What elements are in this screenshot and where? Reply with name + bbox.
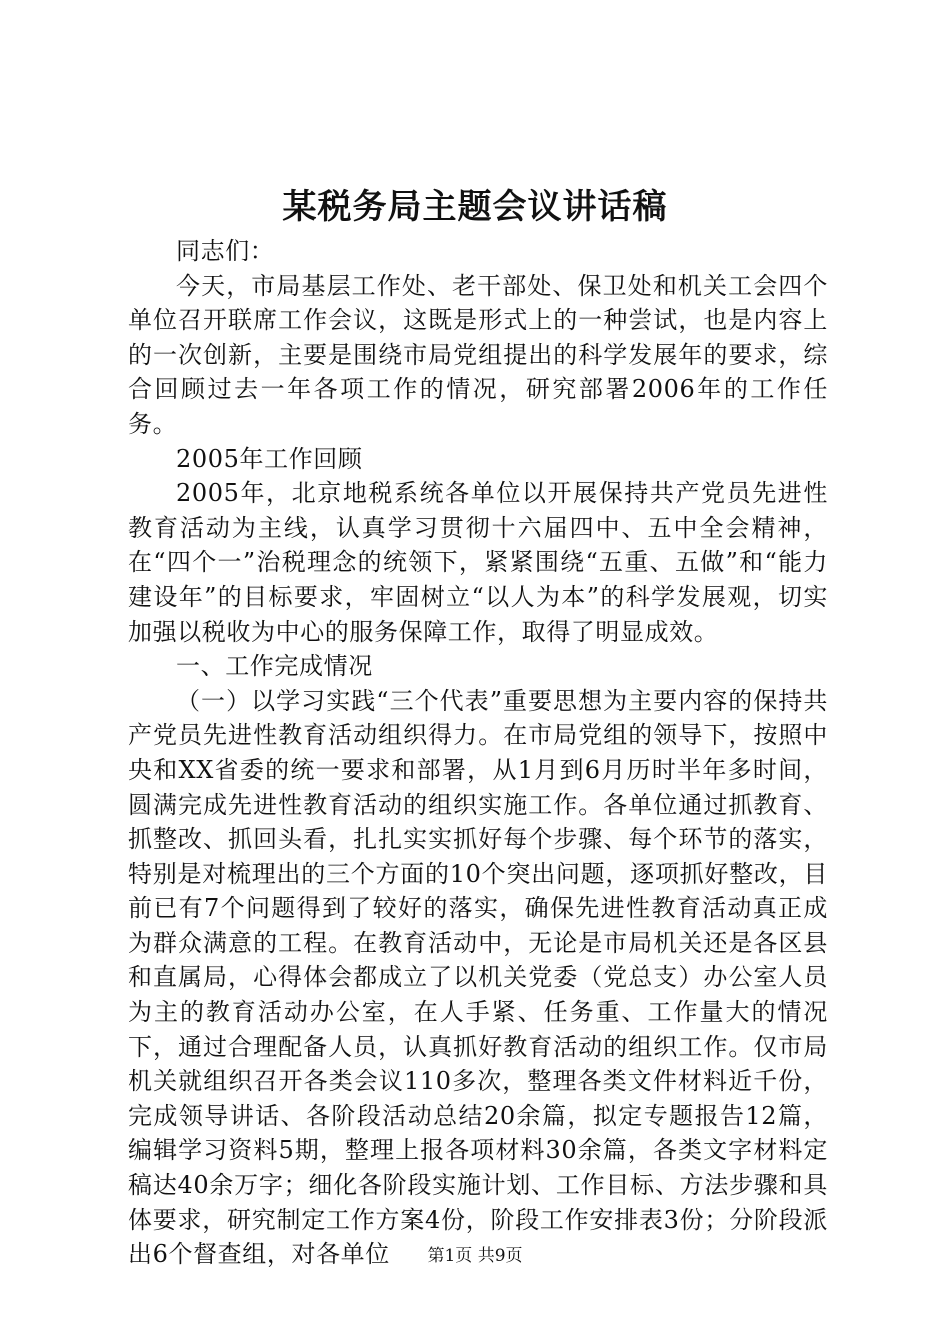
document-title: 某税务局主题会议讲话稿 [282,187,668,227]
section-heading-review: 2005年工作回顾 [176,444,363,473]
paragraph-intro: 今天，市局基层工作处、老干部处、保卫处和机关工会四个单位召开联席工作会议，这既是形式上的一种尝试，也是内容上的一次创新，主要是围绕市局党组提出的科学发展年的要求，综合回顾过去一年各项工作的情况，研究部署2006年的工作任务。 [128,271,828,438]
page-footer: 第1页 共9页 [427,1246,523,1266]
salutation: 同志们： [176,237,275,265]
document-body [128,234,828,1272]
section-heading-completion: 一、工作完成情况 [176,652,373,681]
paragraph-review: 2005年，北京地税系统各单位以开展保持共产党员先进性教育活动为主线，认真学习贯彻十六届四中、五中全会精神，在“四个一”治税理念的统领下，紧紧围绕“五重、五做”和“能力建设年”的目标要求，牢固树立“以人为本”的科学发展观，切实加强以税收为中心的服务保障工作，取得了明显成效。 [128,479,828,646]
paragraph-item-1: （一）以学习实践“三个代表”重要思想为主要内容的保持共产党员先进性教育活动组织得力。在市局党组的领导下，按照中央和XX省委的统一要求和部署，从1月到6月历时半年多时间，圆满完成先进性教育活动的组织实施工作。各单位通过抓教育、抓整改、抓回头看，扎扎实实抓好每个步骤、每个环节的落实，特别是对梳理出的三个方面的10个突出问题，逐项抓好整改，目前已有7个问题得到了较好的落实，确保先进性教育活动真正成为群众满意的工程。在教育活动中，无论是市局机关还是各区县和直属局，心得体会都成立了以机关党委（党总支）办公室人员为主的教育活动办公室，在人手紧、任务重、工作量大的情况下，通过合理配备人员，认真抓好教育活动的组织工作。仅市局机关就组织召开各类会议110多次，整理各类文件材料近千份，完成领导讲话、各阶段活动总结20余篇，拟定专题报告12篇，编辑学习资料5期，整理上报各项材料30余篇，各类文字材料定稿达40余万字；细化各阶段实施计划、工作目标、方法步骤和具体要求，研究制定工作方案4份，阶段工作安排表3份；分阶段派出6个督查组，对各单位 [128,686,828,1269]
